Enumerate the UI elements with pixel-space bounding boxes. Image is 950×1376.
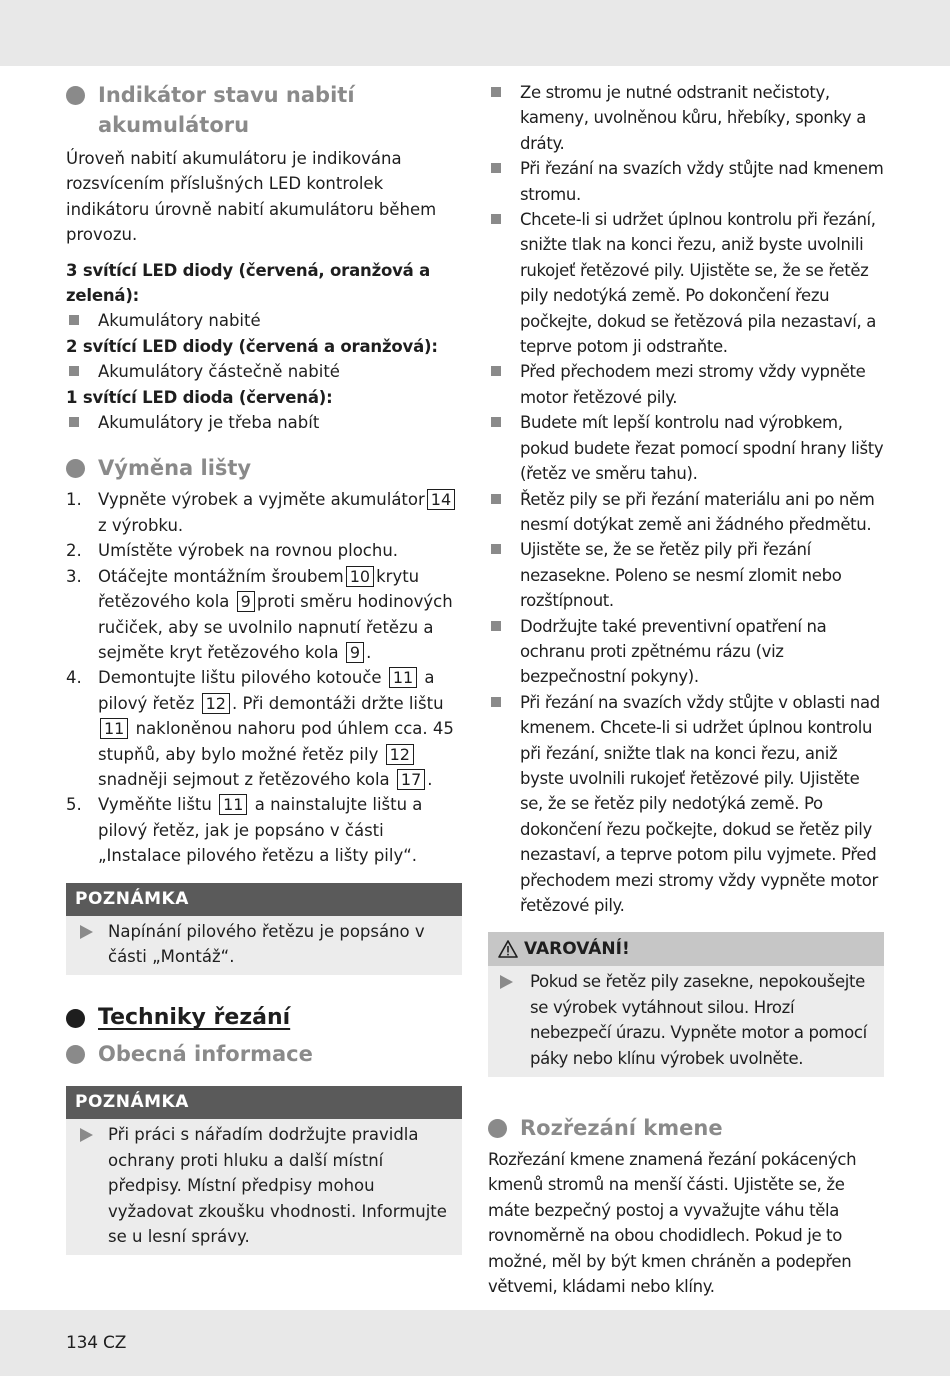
bullet-dot-icon bbox=[66, 86, 85, 105]
step-item: 4. Demontujte lištu pilového kotouče 11 a pilový řetěz 12 . Při demontáži držte lištu 11 nakloněnou nahoru pod úhlem cca. 45 stupňů, aby bylo možné řetěz pily 12 snadněji sejmout z řetězového kola 17 . bbox=[66, 668, 454, 789]
header-band bbox=[0, 0, 950, 66]
led1-title: 1 svítící LED dioda (červená): bbox=[66, 387, 333, 407]
warning-box bbox=[488, 932, 884, 1077]
led3-item: Akumulátory nabité bbox=[66, 308, 462, 333]
heading-replace-bar: Výměna lišty bbox=[66, 453, 462, 483]
list-item: Ze stromu je nutné odstranit nečistoty, kameny, uvolněnou kůru, hřebíky, sponky a dráty. bbox=[488, 80, 884, 156]
list-item: Ujistěte se, že se řetěz pily při řezání nezasekne. Poleno se nesmí zlomit nebo rozštípnout. bbox=[488, 537, 884, 613]
part-ref: 10 bbox=[346, 566, 374, 587]
note-box-chain-tension bbox=[66, 883, 462, 976]
led1-item: Akumulátory je třeba nabít bbox=[66, 410, 462, 435]
part-ref: 12 bbox=[386, 744, 414, 765]
list-item: Budete mít lepší kontrolu nad výrobkem, pokud budete řezat pomocí spodní hrany lišty (řetěz ve směru tahu). bbox=[488, 410, 884, 486]
note-text: Při práci s nářadím dodržujte pravidla ochrany proti hluku a další místní předpisy. Místní předpisy mohou vyžadovat zkoušku vhodnosti. Informujte se u lesní správy. bbox=[80, 1122, 448, 1249]
warning-text: Pokud se řetěz pily zasekne, nepokoušejte se výrobek vytáhnout silou. Hrozí nebezpečí úrazu. Vypněte motor a pomocí páky nebo klínu výrobek uvolněte. bbox=[500, 969, 870, 1071]
bucking-text: Rozřezání kmene znamená řezání pokácených kmenů stromů na menší části. Ujistěte se, že máte bezpečný postoj a vyvažujte váhu těla rovnoměrně na obou chodidlech. Pokud je to možné, měl by být kmen chráněn a podepřen větvemi, kládami nebo klíny. bbox=[488, 1150, 857, 1297]
warning-heading: VAROVÁNÍ! bbox=[488, 932, 884, 966]
heading-general-information: Obecná informace bbox=[66, 1039, 462, 1069]
part-ref: 11 bbox=[100, 718, 128, 739]
note-text: Napínání pilového řetězu je popsáno v části „Montáž“. bbox=[80, 919, 448, 970]
footer-band bbox=[0, 1310, 950, 1376]
part-ref: 9 bbox=[237, 591, 255, 612]
note-heading: POZNÁMKA bbox=[66, 1086, 462, 1119]
note-heading: POZNÁMKA bbox=[66, 883, 462, 916]
led2-item: Akumulátory částečně nabité bbox=[66, 359, 462, 384]
indicator-intro: Úroveň nabití akumulátoru je indikována rozsvícením příslušných LED kontrolek indikátoru úrovně nabití akumulátoru během provozu. bbox=[66, 149, 437, 245]
led2-title: 2 svítící LED diody (červená a oranžová): bbox=[66, 336, 438, 356]
step-item: 3. Otáčejte montážním šroubem 10 krytu řetězového kola 9 proti směru hodinových ručiček, aby se uvolnilo napnutí řetězu a sejměte kryt řetězového kola 9 . bbox=[66, 566, 453, 662]
bullet-dot-icon bbox=[66, 459, 85, 478]
step-item: 1. Vypněte výrobek a vyjměte akumulátor 14 z výrobku. bbox=[66, 487, 462, 538]
note-box-noise-rules bbox=[66, 1086, 462, 1255]
step-item: 2. Umístěte výrobek na rovnou plochu. bbox=[66, 541, 399, 561]
list-item: Při řezání na svazích vždy stůjte v oblasti nad kmenem. Chcete-li si udržet úplnou kontrolu při řezání, snižte tlak na konci řezu, aniž byste uvolnili rukojeť řetězové pily. Ujistěte se, že se řetěz pily nedotýká země. Po dokončení řezu počkejte, dokud se řetěz pily nezastaví, a teprve potom pilu vyjmete. Před přechodem mezi stromy vždy vypněte motor řetězové pily. bbox=[488, 690, 884, 919]
list-item: Řetěz pily se při řezání materiálu ani po něm nesmí dotýkat země ani žádného předmětu. bbox=[488, 487, 884, 538]
list-item: Před přechodem mezi stromy vždy vypněte motor řetězové pily. bbox=[488, 359, 884, 410]
heading-cutting-techniques: Techniky řezání bbox=[66, 1003, 462, 1033]
part-ref: 9 bbox=[346, 642, 364, 663]
heading-indicator: Indikátor stavu nabití akumulátoru bbox=[66, 80, 462, 140]
bullet-dot-icon bbox=[66, 1045, 85, 1064]
steps-list bbox=[66, 487, 462, 868]
part-ref: 12 bbox=[202, 693, 230, 714]
page-number: 134 CZ bbox=[66, 1333, 127, 1353]
part-ref: 11 bbox=[219, 794, 247, 815]
list-item: Chcete-li si udržet úplnou kontrolu při řezání, snižte tlak na konci řezu, aniž byste uvolnili rukojeť řetězové pily. Ujistěte se, že se řetěz pily nedotýká země. Po dokončení řezu počkejte, dokud se řetězová pila nezastaví, a teprve potom ji odstraňte. bbox=[488, 207, 884, 359]
list-item: Dodržujte také preventivní opatření na ochranu proti zpětnému rázu (viz bezpečnostní pokyny). bbox=[488, 614, 884, 690]
bullet-dot-icon bbox=[66, 1009, 85, 1028]
step-item: 5. Vyměňte lištu 11 a nainstalujte lištu a pilový řetěz, jak je popsáno v části „Instalace pilového řetězu a lišty pily“. bbox=[66, 795, 423, 866]
list-item: Při řezání na svazích vždy stůjte nad kmenem stromu. bbox=[488, 156, 884, 207]
heading-bucking: Rozřezání kmene bbox=[488, 1113, 884, 1143]
left-column bbox=[66, 80, 462, 1255]
led3-title: 3 svítící LED diody (červená, oranžová a zelená): bbox=[66, 260, 431, 306]
warning-triangle-icon bbox=[498, 940, 518, 958]
right-column bbox=[488, 80, 884, 1299]
bullet-dot-icon bbox=[488, 1119, 507, 1138]
part-ref: 11 bbox=[389, 667, 417, 688]
safety-bullet-list bbox=[488, 80, 884, 918]
part-ref: 14 bbox=[427, 489, 455, 510]
part-ref: 17 bbox=[397, 769, 425, 790]
